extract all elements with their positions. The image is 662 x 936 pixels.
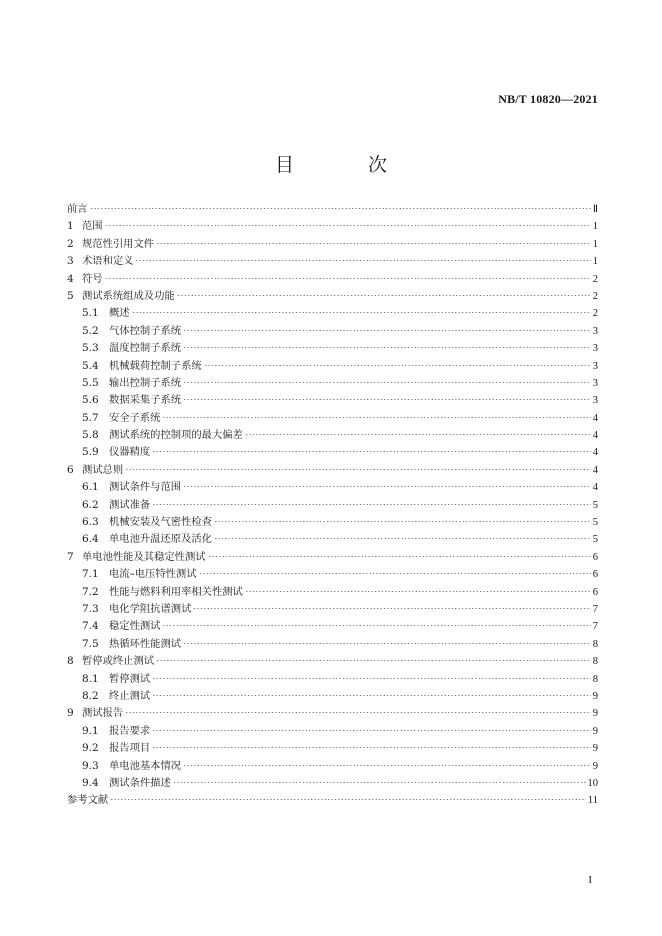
toc-entry-number: 7.3 — [82, 602, 99, 615]
toc-entry[interactable] — [67, 688, 598, 705]
dot-leader — [152, 730, 591, 731]
toc-entry-page: 2 — [592, 290, 598, 302]
toc-entry[interactable] — [67, 479, 598, 496]
toc-entry-page: 9 — [592, 743, 598, 755]
toc-entry-label: 热循环性能测试 — [109, 637, 182, 650]
toc-entry-label: 规范性引用文件 — [82, 237, 155, 250]
toc-entry-page: 3 — [592, 325, 598, 337]
toc-entry-number: 6.2 — [82, 498, 99, 511]
dot-leader — [152, 504, 591, 505]
toc-entry-page: 9 — [592, 725, 598, 737]
dot-leader — [214, 521, 591, 522]
toc-entry-label: 数据采集子系统 — [109, 394, 182, 407]
toc-entry[interactable] — [67, 410, 598, 427]
toc-entry-page: 2 — [592, 273, 598, 285]
toc-entry-number: 5.9 — [82, 446, 99, 459]
toc-entry-page: 7 — [592, 603, 598, 615]
toc-entry-number: 5.3 — [82, 342, 99, 355]
toc-entry[interactable] — [67, 253, 598, 270]
toc-entry-page: 6 — [592, 551, 598, 563]
toc-entry-page: 8 — [592, 656, 598, 668]
toc-entry-page: 5 — [592, 534, 598, 546]
toc-entry-label: 输出控制子系统 — [109, 376, 182, 389]
toc-entry-number: 9.1 — [82, 724, 99, 737]
toc-entry-page: 1 — [592, 238, 598, 250]
toc-entry-number: 7.2 — [82, 585, 99, 598]
toc-entry-label: 测试系统的控制项的最大偏差 — [109, 429, 243, 442]
dot-leader — [183, 765, 591, 766]
dot-leader — [183, 347, 591, 348]
toc-entry-page: 7 — [592, 621, 598, 633]
toc-entry[interactable] — [67, 584, 598, 601]
toc-entry-label: 测试条件与范围 — [109, 481, 182, 494]
toc-entry-page: 8 — [592, 673, 598, 685]
toc-entry-page: 10 — [587, 777, 598, 789]
toc-entry-number: 6 — [67, 463, 74, 476]
page-number: I — [588, 874, 592, 886]
toc-entry-number: 8.2 — [82, 689, 99, 702]
toc-entry-page: 9 — [592, 690, 598, 702]
toc-entry-number: 9.4 — [82, 776, 99, 789]
toc-entry-number: 9.2 — [82, 742, 99, 755]
toc-entry-label: 机械安装及气密性检查 — [109, 516, 212, 529]
dot-leader — [156, 243, 591, 244]
toc-entry-page: 4 — [592, 464, 598, 476]
toc-entry-number: 2 — [67, 237, 74, 250]
toc-entry-number: 4 — [67, 272, 74, 285]
toc-entry-page: 8 — [592, 638, 598, 650]
toc-entry-page: 3 — [592, 360, 598, 372]
toc-entry[interactable] — [67, 514, 598, 531]
toc-entry-number: 9 — [67, 707, 74, 720]
standard-number: NB/T 10820—2021 — [498, 92, 598, 106]
toc-entry-label: 报告项目 — [109, 742, 151, 755]
toc-entry-label: 单电池基本情况 — [109, 759, 182, 772]
toc-entry[interactable] — [67, 323, 598, 340]
toc-entry[interactable] — [67, 601, 598, 618]
toc-entry-page: 4 — [592, 447, 598, 459]
dot-leader — [162, 625, 590, 626]
toc-entry-page: 6 — [592, 569, 598, 581]
toc-entry[interactable] — [67, 375, 598, 392]
toc-entry-page: 9 — [592, 708, 598, 720]
toc-entry-label: 术语和定义 — [82, 255, 134, 268]
toc-entry-label: 单电池升温还原及活化 — [109, 533, 212, 546]
toc-entry-number: 5.4 — [82, 359, 99, 372]
toc-entry[interactable] — [67, 340, 598, 357]
toc-entry-number: 5.2 — [82, 324, 99, 337]
dot-leader — [105, 278, 591, 279]
toc-entry-label: 仪器精度 — [109, 446, 151, 459]
toc-entry[interactable] — [67, 792, 598, 809]
dot-leader — [125, 469, 591, 470]
toc-entry-number: 5 — [67, 289, 74, 302]
toc-entry-page: 4 — [592, 430, 598, 442]
toc-entry[interactable] — [67, 653, 598, 670]
toc-entry[interactable] — [67, 671, 598, 688]
toc-entry-number: 5.7 — [82, 411, 99, 424]
toc-entry-number: 5.6 — [82, 394, 99, 407]
toc-entry-label: 安全子系统 — [109, 411, 161, 424]
dot-leader — [183, 399, 591, 400]
dot-leader — [152, 747, 591, 748]
toc-entry-page: 1 — [592, 256, 598, 268]
toc-entry-label: 测试系统组成及功能 — [82, 289, 175, 302]
toc-entry-page: 1 — [592, 221, 598, 233]
toc-entry-label: 气体控制子系统 — [109, 324, 182, 337]
toc-entry-label: 测试准备 — [109, 498, 151, 511]
toc-entry-number: 5.5 — [82, 376, 99, 389]
toc-entry-label: 测试条件描述 — [109, 776, 171, 789]
toc-entry-page: 6 — [592, 586, 598, 598]
dot-leader — [152, 678, 591, 679]
dot-leader — [132, 312, 591, 313]
toc-entry[interactable] — [67, 740, 598, 757]
toc-entry-label: 概述 — [109, 307, 130, 320]
dot-leader — [183, 382, 591, 383]
toc-entry-number: 7.1 — [82, 568, 99, 581]
dot-leader — [183, 486, 591, 487]
table-of-contents — [67, 201, 598, 810]
toc-entry-number: 8.1 — [82, 672, 99, 685]
toc-entry[interactable] — [67, 201, 598, 218]
toc-entry-number: 8 — [67, 655, 74, 668]
dot-leader — [193, 608, 590, 609]
toc-entry-label: 终止测试 — [109, 689, 151, 702]
dot-leader — [245, 434, 591, 435]
toc-entry[interactable] — [67, 566, 598, 583]
toc-entry[interactable] — [67, 358, 598, 375]
dot-leader — [183, 330, 591, 331]
toc-entry-page: 5 — [592, 499, 598, 511]
toc-entry[interactable] — [67, 444, 598, 461]
toc-entry[interactable] — [67, 236, 598, 253]
toc-entry-label: 温度控制子系统 — [109, 342, 182, 355]
toc-entry[interactable] — [67, 288, 598, 305]
toc-entry-number: 7.5 — [82, 637, 99, 650]
toc-entry[interactable] — [67, 549, 598, 566]
toc-entry-label: 前言 — [67, 203, 88, 215]
toc-entry[interactable] — [67, 758, 598, 775]
dot-leader — [152, 451, 591, 452]
toc-entry[interactable] — [67, 618, 598, 635]
toc-entry-page: 9 — [592, 760, 598, 772]
dot-leader — [90, 208, 591, 209]
toc-entry[interactable] — [67, 218, 598, 235]
toc-entry-number: 6.1 — [82, 481, 99, 494]
toc-entry-page: 5 — [592, 517, 598, 529]
dot-leader — [173, 782, 586, 783]
toc-entry-page: 4 — [592, 412, 598, 424]
toc-entry-label: 报告要求 — [109, 724, 151, 737]
toc-entry-page: 3 — [592, 395, 598, 407]
toc-entry-number: 7 — [67, 550, 74, 563]
dot-leader — [162, 417, 590, 418]
toc-entry-label: 稳定性测试 — [109, 620, 161, 633]
dot-leader — [125, 712, 591, 713]
dot-leader — [110, 799, 586, 800]
toc-entry-label: 单电池性能及其稳定性测试 — [82, 550, 206, 563]
toc-entry[interactable] — [67, 531, 598, 548]
toc-entry[interactable] — [67, 392, 598, 409]
toc-entry-label: 电化学阻抗谱测试 — [109, 602, 192, 615]
toc-entry-number: 5.8 — [82, 429, 99, 442]
toc-entry[interactable] — [67, 497, 598, 514]
dot-leader — [156, 660, 591, 661]
page-title: 目 次 — [274, 154, 422, 176]
toc-entry-page: 4 — [592, 482, 598, 494]
toc-entry-label: 测试报告 — [82, 707, 124, 720]
toc-entry[interactable] — [67, 775, 598, 792]
toc-entry-label: 暂停测试 — [109, 672, 151, 685]
toc-entry[interactable] — [67, 427, 598, 444]
dot-leader — [204, 365, 591, 366]
toc-entry-number: 3 — [67, 255, 74, 268]
toc-entry-page: 2 — [592, 308, 598, 320]
dot-leader — [245, 591, 591, 592]
toc-entry-label: 符号 — [82, 272, 103, 285]
toc-entry-page: 3 — [592, 343, 598, 355]
toc-entry[interactable] — [67, 723, 598, 740]
toc-entry-number: 6.4 — [82, 533, 99, 546]
dot-leader — [105, 225, 591, 226]
toc-entry-number: 1 — [67, 220, 74, 233]
toc-entry-label: 电流–电压特性测试 — [109, 568, 197, 581]
toc-entry-label: 测试总则 — [82, 463, 124, 476]
toc-entry-label: 范围 — [82, 220, 103, 233]
dot-leader — [214, 538, 591, 539]
toc-entry-number: 7.4 — [82, 620, 99, 633]
dot-leader — [183, 643, 591, 644]
toc-entry-label: 参考文献 — [67, 794, 109, 807]
dot-leader — [199, 573, 591, 574]
dot-leader — [177, 295, 591, 296]
toc-entry[interactable] — [67, 271, 598, 288]
toc-entry-page: 3 — [592, 377, 598, 389]
dot-leader — [208, 556, 591, 557]
dot-leader — [152, 695, 591, 696]
toc-entry-label: 暂停或终止测试 — [82, 655, 155, 668]
toc-entry[interactable] — [67, 705, 598, 722]
toc-entry-number: 9.3 — [82, 759, 99, 772]
toc-entry[interactable] — [67, 462, 598, 479]
toc-entry[interactable] — [67, 305, 598, 322]
toc-entry-page: 11 — [587, 795, 598, 807]
toc-entry-label: 机械载荷控制子系统 — [109, 359, 202, 372]
toc-entry-number: 5.1 — [82, 307, 99, 320]
toc-entry-page: Ⅱ — [592, 204, 598, 215]
toc-entry[interactable] — [67, 636, 598, 653]
toc-entry-label: 性能与燃料利用率相关性测试 — [109, 585, 243, 598]
toc-entry-number: 6.3 — [82, 516, 99, 529]
dot-leader — [135, 260, 590, 261]
